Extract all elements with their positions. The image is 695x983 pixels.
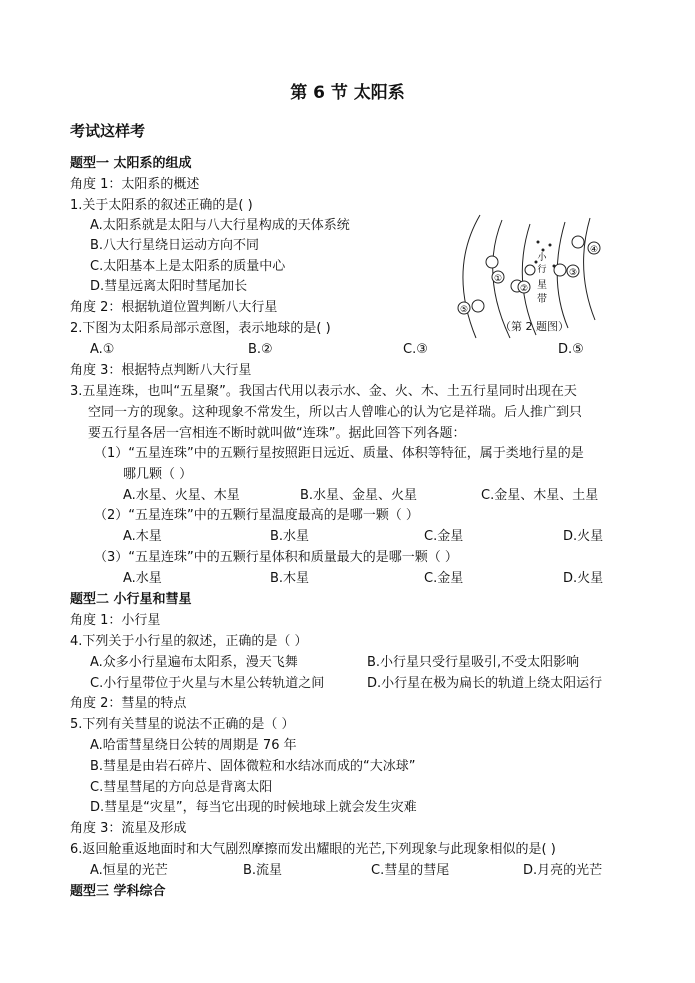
q3-sub2-option-a: A.木星: [123, 529, 162, 544]
label-5: ⑤: [459, 305, 469, 315]
orbit-1: [463, 215, 480, 338]
figure-caption: （第 2 题图）: [500, 320, 569, 333]
q1-option-a: A.太阳系就是太阳与八大行星构成的天体系统: [90, 218, 350, 233]
q3-sub3-option-c: C.金星: [424, 571, 464, 586]
q3-sub1-option-b: B.水星、金星、火星: [300, 488, 418, 503]
q3-sub1-line2: 哪几颗（ ）: [123, 467, 193, 482]
asteroid-dot: [537, 241, 540, 244]
q6-stem: 6.返回舱重返地面时和大气剧烈摩擦而发出耀眼的光芒,下列现象与此现象相似的是( ): [70, 842, 556, 857]
q5-option-c: C.彗星彗尾的方向总是背离太阳: [90, 780, 273, 795]
q3-stem-line3: 要五行星各居一宫相连不断时就叫做“连珠”。据此回答下列各题：: [88, 426, 466, 441]
q3-sub1-option-a: A.水星、火星、木星: [123, 488, 240, 503]
orbit-5: [584, 218, 595, 320]
planet-3: [554, 264, 566, 276]
planet-belt: [525, 265, 535, 275]
type1-angle2: 角度 2：根据轨道位置判断八大行星: [70, 300, 278, 315]
q5-option-d: D.彗星是“灾星”，每当它出现的时候地球上就会发生灾难: [90, 800, 417, 815]
q3-sub2-option-d: D.火星: [563, 529, 604, 544]
label-1: ①: [493, 274, 503, 284]
q3-sub3-option-d: D.火星: [563, 571, 604, 586]
planet-5: [472, 300, 484, 312]
q1-stem: 1.关于太阳系的叙述正确的是( ): [70, 198, 253, 213]
q4-stem: 4.下列关于小行星的叙述，正确的是（ ）: [70, 634, 308, 649]
q4-option-a: A.众多小行星遍布太阳系，漫天飞舞: [90, 655, 298, 670]
q3-sub2-stem: （2）“五星连珠”中的五颗行星温度最高的是哪一颗（ ）: [94, 508, 419, 523]
belt-char-1: 小: [537, 253, 547, 263]
type2-angle1: 角度 1：小行星: [70, 613, 161, 628]
q2-option-d: D.⑤: [558, 342, 584, 357]
q1-option-d: D.彗星远离太阳时彗尾加长: [90, 279, 248, 294]
q6-option-a: A.恒星的光芒: [90, 863, 168, 878]
q3-sub3-option-b: B.木星: [270, 571, 310, 586]
q4-option-b: B.小行星只受行星吸引,不受太阳影响: [367, 655, 580, 670]
q3-stem-line2: 空同一方的现象。这种现象不常发生，所以古人曾唯心的认为它是祥瑞。后人推广到只: [88, 405, 583, 420]
type2-heading: 题型二 小行星和彗星: [70, 592, 192, 607]
section-heading: 考试这样考: [70, 122, 146, 140]
belt-char-2: 行: [537, 265, 547, 275]
type1-angle1: 角度 1：太阳系的概述: [70, 177, 200, 192]
planet-1: [486, 256, 498, 268]
q2-stem: 2.下图为太阳系局部示意图，表示地球的是( ): [70, 321, 331, 336]
q3-sub1-option-c: C.金星、木星、土星: [481, 488, 599, 503]
q5-option-b: B.彗星是由岩石碎片、固体微粒和水结冰而成的“大冰球”: [90, 759, 416, 774]
q5-option-a: A.哈雷彗星绕日公转的周期是 76 年: [90, 738, 297, 753]
q1-option-b: B.八大行星绕日运动方向不同: [90, 238, 260, 253]
type1-heading: 题型一 太阳系的组成: [70, 156, 192, 171]
q3-sub2-option-c: C.金星: [424, 529, 464, 544]
q2-option-b: B.②: [248, 342, 273, 357]
asteroid-dot: [542, 249, 545, 252]
page-title: 第 6 节 太阳系: [290, 83, 405, 103]
type1-angle3: 角度 3：根据特点判断八大行星: [70, 363, 252, 378]
q3-sub1-line1: （1）“五星连珠”中的五颗行星按照距日远近、质量、体积等特征，属于类地行星的是: [94, 446, 584, 461]
type2-angle2: 角度 2：彗星的特点: [70, 696, 187, 711]
q3-sub3-stem: （3）“五星连珠”中的五颗行星体积和质量最大的是哪一颗（ ）: [94, 550, 458, 565]
q2-option-c: C.③: [403, 342, 428, 357]
q3-stem-line1: 3.五星连珠，也叫“五星聚”。我国古代用以表示水、金、火、木、土五行星同时出现在天: [70, 384, 577, 399]
planet-4: [572, 236, 584, 248]
q4-option-c: C.小行星带位于火星与木星公转轨道之间: [90, 676, 325, 691]
label-3: ③: [568, 268, 578, 278]
q6-option-d: D.月亮的光芒: [523, 863, 603, 878]
q4-option-d: D.小行星在极为扁长的轨道上绕太阳运行: [367, 676, 603, 691]
q3-sub2-option-b: B.水星: [270, 529, 310, 544]
q6-option-b: B.流星: [243, 863, 283, 878]
label-4: ④: [589, 245, 599, 255]
q3-sub3-option-a: A.水星: [123, 571, 162, 586]
type3-heading: 题型三 学科综合: [70, 884, 166, 899]
q1-option-c: C.太阳基本上是太阳系的质量中心: [90, 259, 286, 274]
asteroid-dot: [549, 244, 552, 247]
q5-stem: 5.下列有关彗星的说法不正确的是（ ）: [70, 717, 295, 732]
label-2: ②: [519, 284, 529, 294]
belt-char-3: 星: [537, 280, 547, 291]
q2-option-a: A.①: [90, 342, 115, 357]
type2-angle3: 角度 3：流星及形成: [70, 821, 187, 836]
q6-option-c: C.彗星的彗尾: [371, 863, 450, 878]
belt-char-4: 带: [537, 294, 547, 305]
